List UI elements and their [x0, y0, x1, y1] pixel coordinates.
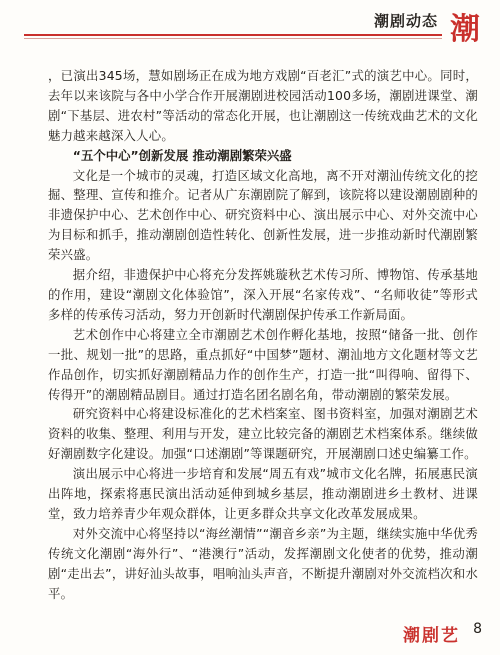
header-seal-logo: 潮 — [450, 12, 480, 47]
page-header — [0, 0, 500, 60]
paragraph-continued: ，已演出345场，慧如剧场正在成为地方戏剧“百老汇”式的演艺中心。同时，去年以来该院与各中小学合作开展潮剧进校园活动100多场，潮剧进课堂、潮剧“下基层、进农村”等活动的常态化开展，也让潮剧这一传统戏曲艺术的文化魅力越来越深入人心。 — [48, 68, 478, 143]
paragraph-research-center: 研究资料中心将建设标准化的艺术档案室、图书资料室，加强对潮剧艺术资料的收集、整理、利用与开发，建立比较完备的潮剧艺术档案体系。继续做好潮剧数字化建设。加强“口述潮剧”等课题研究，开展潮剧口述史编纂工作。 — [48, 406, 478, 462]
magazine-logo: 潮剧艺 — [403, 626, 460, 646]
section-title: 潮剧动态 — [373, 12, 438, 30]
page-number: 8 — [473, 621, 482, 637]
paragraph-exchange-center: 对外交流中心将坚持以“海丝潮情”“潮音乡亲”为主题，继续实施中华优秀传统文化潮剧“海外行”、“港澳行”活动，发挥潮剧文化使者的优势，推动潮剧“走出去”，讲好汕头故事，唱响汕头声音，不断提升潮剧对外交流档次和水平。 — [48, 525, 478, 601]
header-rule-thin — [24, 38, 442, 39]
page-footer — [0, 615, 500, 655]
section-heading: “五个中心”创新发展 推动潮剧繁荣兴盛 — [72, 147, 292, 163]
paragraph-performance-center: 演出展示中心将进一步培育和发展“周五有戏”城市文化名牌，拓展惠民演出阵地，探索将惠民演出活动延伸到城乡基层，推动潮剧进乡土教材、进课堂，致力培养青少年观众群体，让更多群众共享文化改革发展成果。 — [48, 466, 478, 521]
header-rule — [24, 34, 442, 36]
article-body — [48, 66, 478, 603]
paragraph-creation-center: 艺术创作中心将建立全市潮剧艺术创作孵化基地，按照“储备一批、创作一批、规划一批”的思路，重点抓好“中国梦”题材、潮汕地方文化题材等文艺作品创作，切实抓好潮剧精品力作的创作生产，打造一批“叫得响、留得下、传得开”的潮剧精品剧目。通过打造名团名剧名角，带动潮剧的繁荣发展。 — [48, 326, 478, 402]
paragraph-heritage-center: 据介绍，非遗保护中心将充分发挥姚璇秋艺术传习所、博物馆、传承基地的作用，建设“潮剧文化体验馆”，深入开展“名家传戏”、“名师收徒”等形式多样的传承传习活动，努力开创新时代潮剧保护传承工作新局面。 — [48, 267, 478, 322]
paragraph-intro: 文化是一个城市的灵魂，打造区域文化高地，离不开对潮汕传统文化的挖掘、整理、宣传和推介。记者从广东潮剧院了解到，该院将以建设潮剧剧种的非遗保护中心、艺术创作中心、研究资料中心、演出展示中心、对外交流中心为目标和抓手，推动潮剧创造性转化、创新性发展，进一步推动新时代潮剧繁荣兴盛。 — [48, 167, 478, 263]
